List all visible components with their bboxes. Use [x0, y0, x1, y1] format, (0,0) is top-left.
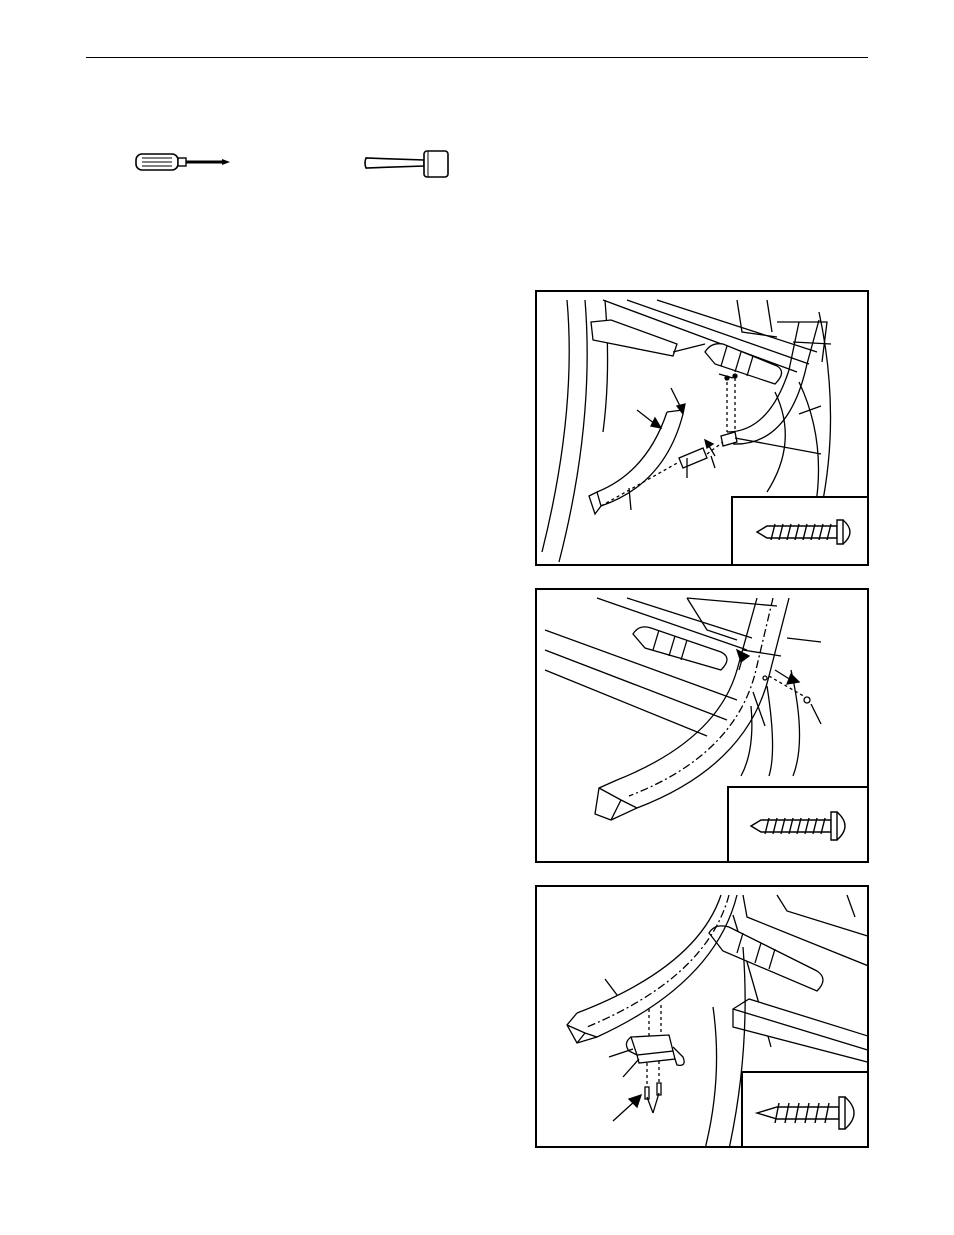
wood-screw-icon	[743, 1073, 869, 1148]
assembly-figure-step-3	[535, 885, 869, 1148]
hardware-inset	[727, 786, 869, 863]
rubber-mallet-icon	[362, 147, 454, 181]
assembly-figure-step-1	[535, 290, 869, 566]
hardware-inset	[731, 496, 869, 566]
assembly-figure-step-2	[535, 588, 869, 863]
patch-screw-icon	[733, 498, 869, 566]
patch-screw-icon	[729, 788, 869, 863]
header-rule	[86, 57, 868, 58]
hardware-inset	[741, 1071, 869, 1148]
phillips-screwdriver-icon	[134, 150, 234, 174]
